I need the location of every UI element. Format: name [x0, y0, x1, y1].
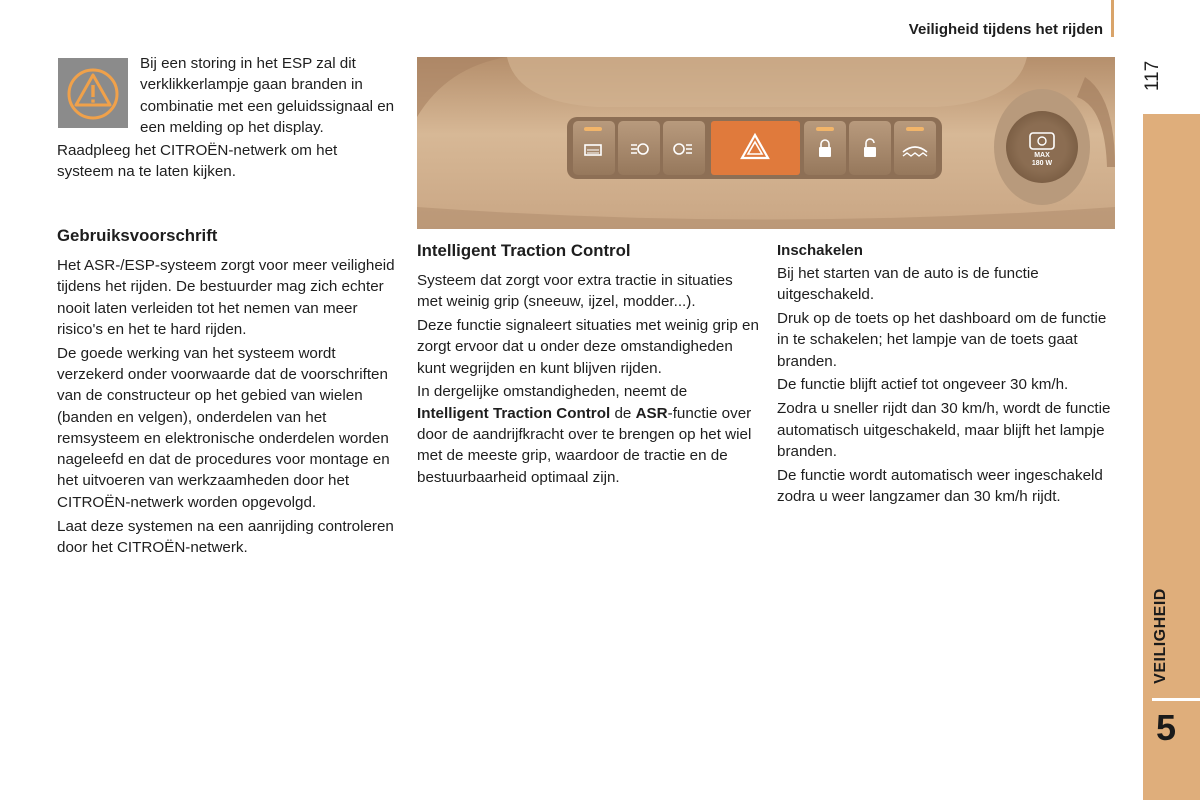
itc-heading: Intelligent Traction Control — [417, 241, 631, 260]
enable-paragraph: Druk op de toets op het dashboard om de functie in te schakelen; het lampje van de toets gaat branden. — [777, 310, 1107, 370]
esp-warning-note — [140, 53, 405, 141]
enable-heading: Inschakelen — [777, 242, 863, 259]
running-header: Veiligheid tijdens het rijden — [908, 21, 1103, 38]
enable-paragraph: Bij het starten van de auto is de functie uitgeschakeld. — [777, 265, 1039, 304]
dashboard-buttons — [573, 121, 936, 175]
chapter-label: VEILIGHEID — [1152, 588, 1169, 684]
itc-paragraph: Systeem dat zorgt voor extra tractie in situaties met weinig grip (sneeuw, ijzel, modder...). — [417, 272, 733, 311]
itc-paragraph — [417, 381, 762, 487]
enable-paragraph: De functie blijft actief tot ongeveer 30 km/h. — [777, 376, 1069, 394]
itc-bold-term: Intelligent Traction Control — [417, 404, 611, 422]
usage-heading: Gebruiksvoorschrift — [57, 226, 218, 245]
enable-paragraph: Zodra u sneller rijdt dan 30 km/h, wordt de functie automatisch uitgeschakeld, maar blijft het lampje branden. — [777, 400, 1111, 460]
page-number: 117 — [1142, 60, 1163, 92]
enable-section — [777, 240, 1117, 510]
chapter-number: 5 — [1155, 707, 1177, 748]
socket-power-label: 180 W — [1031, 160, 1053, 167]
usage-paragraph: Laat deze systemen na een aanrijding controleren door het CITROËN-netwerk. — [57, 518, 394, 557]
itc-text: -functie over door de aandrijfkracht over te brengen op het wiel met de meeste grip, waardoor de tractie en de bestuurbaarheid optimaal zijn. — [417, 404, 752, 486]
usage-paragraph: De goede werking van het systeem wordt verzekerd onder voorwaarde dat de voorschriften van de constructeur op het gebied van wielen (banden en velgen), onderdelen van het remsysteem en elektronische onderdelen worden nageleefd en dat de procedures voor montage en het uitvoeren van werkzaamheden door het CITROËN-netwerk worden opgevolgd. — [57, 344, 390, 511]
header-rule — [1111, 0, 1114, 37]
enable-paragraph: De functie wordt automatisch weer ingeschakeld zodra u weer langzamer dan 30 km/h rijdt. — [777, 466, 1103, 505]
esp-followup-text: Raadpleeg het CITROËN-netwerk om het systeem na te laten kijken. — [57, 142, 338, 181]
asr-bold-term: ASR — [635, 404, 668, 422]
esp-warning-triangle-icon — [58, 58, 128, 128]
usage-body — [57, 255, 397, 561]
usage-paragraph: Het ASR-/ESP-systeem zorgt voor meer veiligheid tijdens het rijden. De bestuurder mag zich echter nooit laten verleiden tot het nemen van meer risico's en het te hard rijden. — [57, 257, 395, 338]
dashboard-illustration — [417, 57, 1115, 229]
itc-body — [417, 270, 762, 490]
side-tab-rule — [1152, 698, 1200, 701]
esp-followup — [57, 140, 397, 185]
itc-text: In dergelijke omstandigheden, neemt de — [417, 383, 688, 401]
itc-paragraph: Deze functie signaleert situaties met weinig grip en zorgt ervoor dat u onder deze omstandigheden kunt wegrijden en kunt blijven rijden. — [417, 317, 759, 377]
esp-warning-text: Bij een storing in het ESP zal dit verklikkerlampje gaan branden in combinatie met een geluidssignaal en een melding op het display. — [140, 55, 395, 136]
itc-text: de — [610, 404, 636, 422]
socket-max-label: MAX — [1034, 152, 1050, 159]
